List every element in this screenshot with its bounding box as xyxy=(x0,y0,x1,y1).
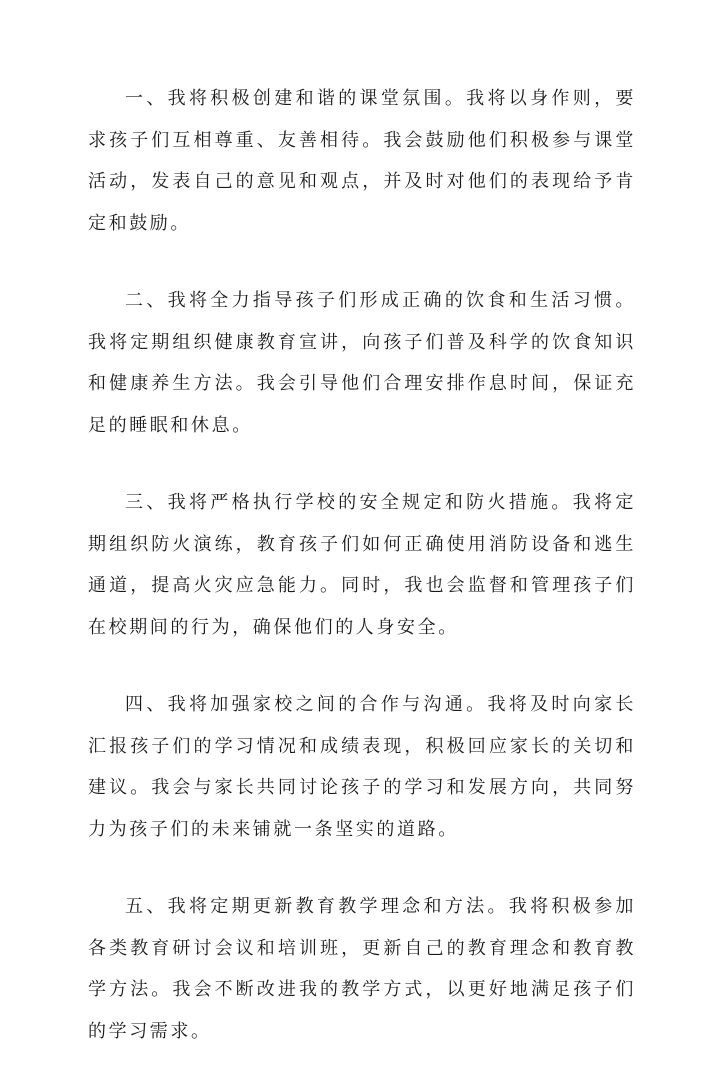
document-page xyxy=(88,78,636,1088)
paragraph-5: 五、我将定期更新教育教学理念和方法。我将积极参加各类教育研讨会议和培训班，更新自己的教育理念和教育教学方法。我会不断改进我的教学方式，以更好地满足孩子们的学习需求。 xyxy=(88,896,636,1042)
paragraph-3: 三、我将严格执行学校的安全规定和防火措施。我将定期组织防火演练，教育孩子们如何正确使用消防设备和逃生通道，提高火灾应急能力。同时，我也会监督和管理孩子们在校期间的行为，确保他们的人身安全。 xyxy=(88,492,636,638)
paragraph-1: 一、我将积极创建和谐的课堂氛围。我将以身作则，要求孩子们互相尊重、友善相待。我会鼓励他们积极参与课堂活动，发表自己的意见和观点，并及时对他们的表现给予肯定和鼓励。 xyxy=(88,88,636,234)
paragraph-2: 二、我将全力指导孩子们形成正确的饮食和生活习惯。我将定期组织健康教育宣讲，向孩子们普及科学的饮食知识和健康养生方法。我会引导他们合理安排作息时间，保证充足的睡眠和休息。 xyxy=(88,290,636,436)
paragraph-4: 四、我将加强家校之间的合作与沟通。我将及时向家长汇报孩子们的学习情况和成绩表现，积极回应家长的关切和建议。我会与家长共同讨论孩子的学习和发展方向，共同努力为孩子们的未来铺就一条坚实的道路。 xyxy=(88,694,636,840)
